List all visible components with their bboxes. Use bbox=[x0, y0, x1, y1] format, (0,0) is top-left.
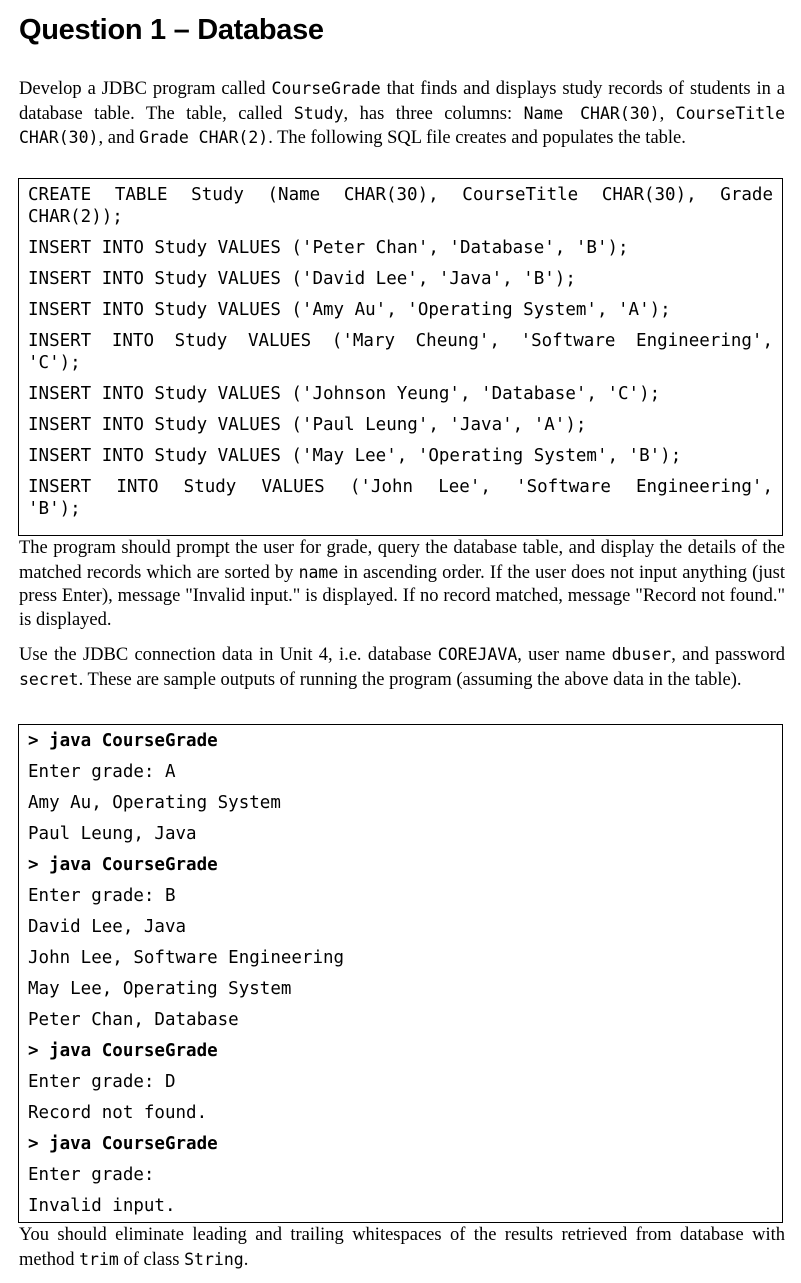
sql-code-box bbox=[18, 178, 783, 536]
connection-text: , and password bbox=[671, 645, 786, 665]
inline-code-method: trim bbox=[79, 1249, 119, 1269]
trim-note-text: of class bbox=[118, 1249, 185, 1270]
intro-text: . The following SQL file creates and populates the table. bbox=[268, 128, 686, 148]
sql-line: 'C'); bbox=[28, 353, 81, 373]
intro-text: that finds and displays study records of students in a database table. The table, called bbox=[19, 79, 785, 124]
intro-text: Develop a JDBC program called bbox=[19, 79, 272, 99]
sql-line: INSERT INTO Study VALUES ('Mary Cheung', 'Software Engineering', bbox=[28, 331, 773, 351]
inline-code-column-course: CourseTitle CHAR(30) bbox=[19, 103, 786, 147]
requirements-text: in ascending order. If the user does not input anything (just press Enter), message "Invalid input." is displayed. If no record matched, message "Record not found." is displayed. bbox=[19, 562, 785, 630]
console-output-line: Paul Leung, Java bbox=[28, 824, 197, 844]
connection-text: . These are sample outputs of running the program (assuming the above data in the table). bbox=[78, 669, 742, 690]
requirements-paragraph bbox=[19, 537, 785, 632]
console-output-line: Enter grade: A bbox=[28, 762, 176, 782]
sample-output-box bbox=[18, 724, 783, 1223]
sql-line: INSERT INTO Study VALUES ('Johnson Yeung', 'Database', 'C'); bbox=[28, 384, 661, 404]
connection-text: , user name bbox=[517, 645, 612, 665]
intro-paragraph bbox=[19, 77, 785, 151]
inline-code-column-grade: Grade CHAR(2) bbox=[139, 128, 269, 147]
sql-line: 'B'); bbox=[28, 499, 81, 519]
trim-note-text: You should eliminate leading and trailing whitespaces of the results retrieved from database with method bbox=[19, 1225, 785, 1270]
console-command-line: > java CourseGrade bbox=[28, 1134, 218, 1154]
inline-code-username: dbuser bbox=[611, 645, 672, 664]
sql-line: INSERT INTO Study VALUES ('David Lee', 'Java', 'B'); bbox=[28, 269, 576, 289]
inline-code-column-name: Name CHAR(30) bbox=[523, 103, 660, 123]
console-output-line: John Lee, Software Engineering bbox=[28, 948, 345, 968]
page-title: Question 1 – Database bbox=[19, 14, 324, 46]
console-output-line: Enter grade: B bbox=[28, 886, 176, 906]
inline-code-class: String bbox=[184, 1249, 244, 1269]
sql-line: INSERT INTO Study VALUES ('May Lee', 'Operating System', 'B'); bbox=[28, 446, 682, 466]
trim-note-text: . bbox=[243, 1249, 249, 1270]
inline-code-database: COREJAVA bbox=[437, 645, 518, 664]
connection-text: Use the JDBC connection data in Unit 4, i.e. database bbox=[19, 645, 438, 665]
console-output-line: Record not found. bbox=[28, 1103, 208, 1123]
console-command-line: > java CourseGrade bbox=[28, 855, 218, 875]
console-output-line: May Lee, Operating System bbox=[28, 979, 292, 999]
sql-line: CHAR(2)); bbox=[28, 207, 123, 227]
trim-note-paragraph bbox=[19, 1224, 785, 1272]
inline-code-sort-column: name bbox=[298, 562, 339, 582]
console-command-line: > java CourseGrade bbox=[28, 1041, 218, 1061]
intro-text: , bbox=[659, 103, 676, 124]
requirements-text: The program should prompt the user for grade, query the database table, and display the details of the matched records which are sorted by bbox=[19, 538, 785, 583]
sql-line: INSERT INTO Study VALUES ('John Lee', 'Software Engineering', bbox=[28, 477, 773, 497]
sql-line: INSERT INTO Study VALUES ('Peter Chan', 'Database', 'B'); bbox=[28, 238, 629, 258]
inline-code-class-name: CourseGrade bbox=[271, 79, 381, 98]
inline-code-table-name: Study bbox=[293, 103, 344, 123]
sql-line: CREATE TABLE Study (Name CHAR(30), CourseTitle CHAR(30), Grade bbox=[28, 185, 773, 205]
sql-line: INSERT INTO Study VALUES ('Paul Leung', 'Java', 'A'); bbox=[28, 415, 587, 435]
console-output-line: David Lee, Java bbox=[28, 917, 187, 937]
inline-code-password: secret bbox=[19, 669, 79, 689]
connection-paragraph bbox=[19, 643, 785, 692]
console-output-line: Enter grade: D bbox=[28, 1072, 176, 1092]
console-output-line: Invalid input. bbox=[28, 1196, 176, 1216]
intro-text: , and bbox=[98, 128, 140, 148]
console-output-line: Amy Au, Operating System bbox=[28, 793, 281, 813]
intro-text: , has three columns: bbox=[343, 103, 524, 124]
console-output-line: Enter grade: bbox=[28, 1165, 155, 1185]
console-output-line: Peter Chan, Database bbox=[28, 1010, 239, 1030]
console-command-line: > java CourseGrade bbox=[28, 731, 218, 751]
sql-line: INSERT INTO Study VALUES ('Amy Au', 'Operating System', 'A'); bbox=[28, 300, 671, 320]
